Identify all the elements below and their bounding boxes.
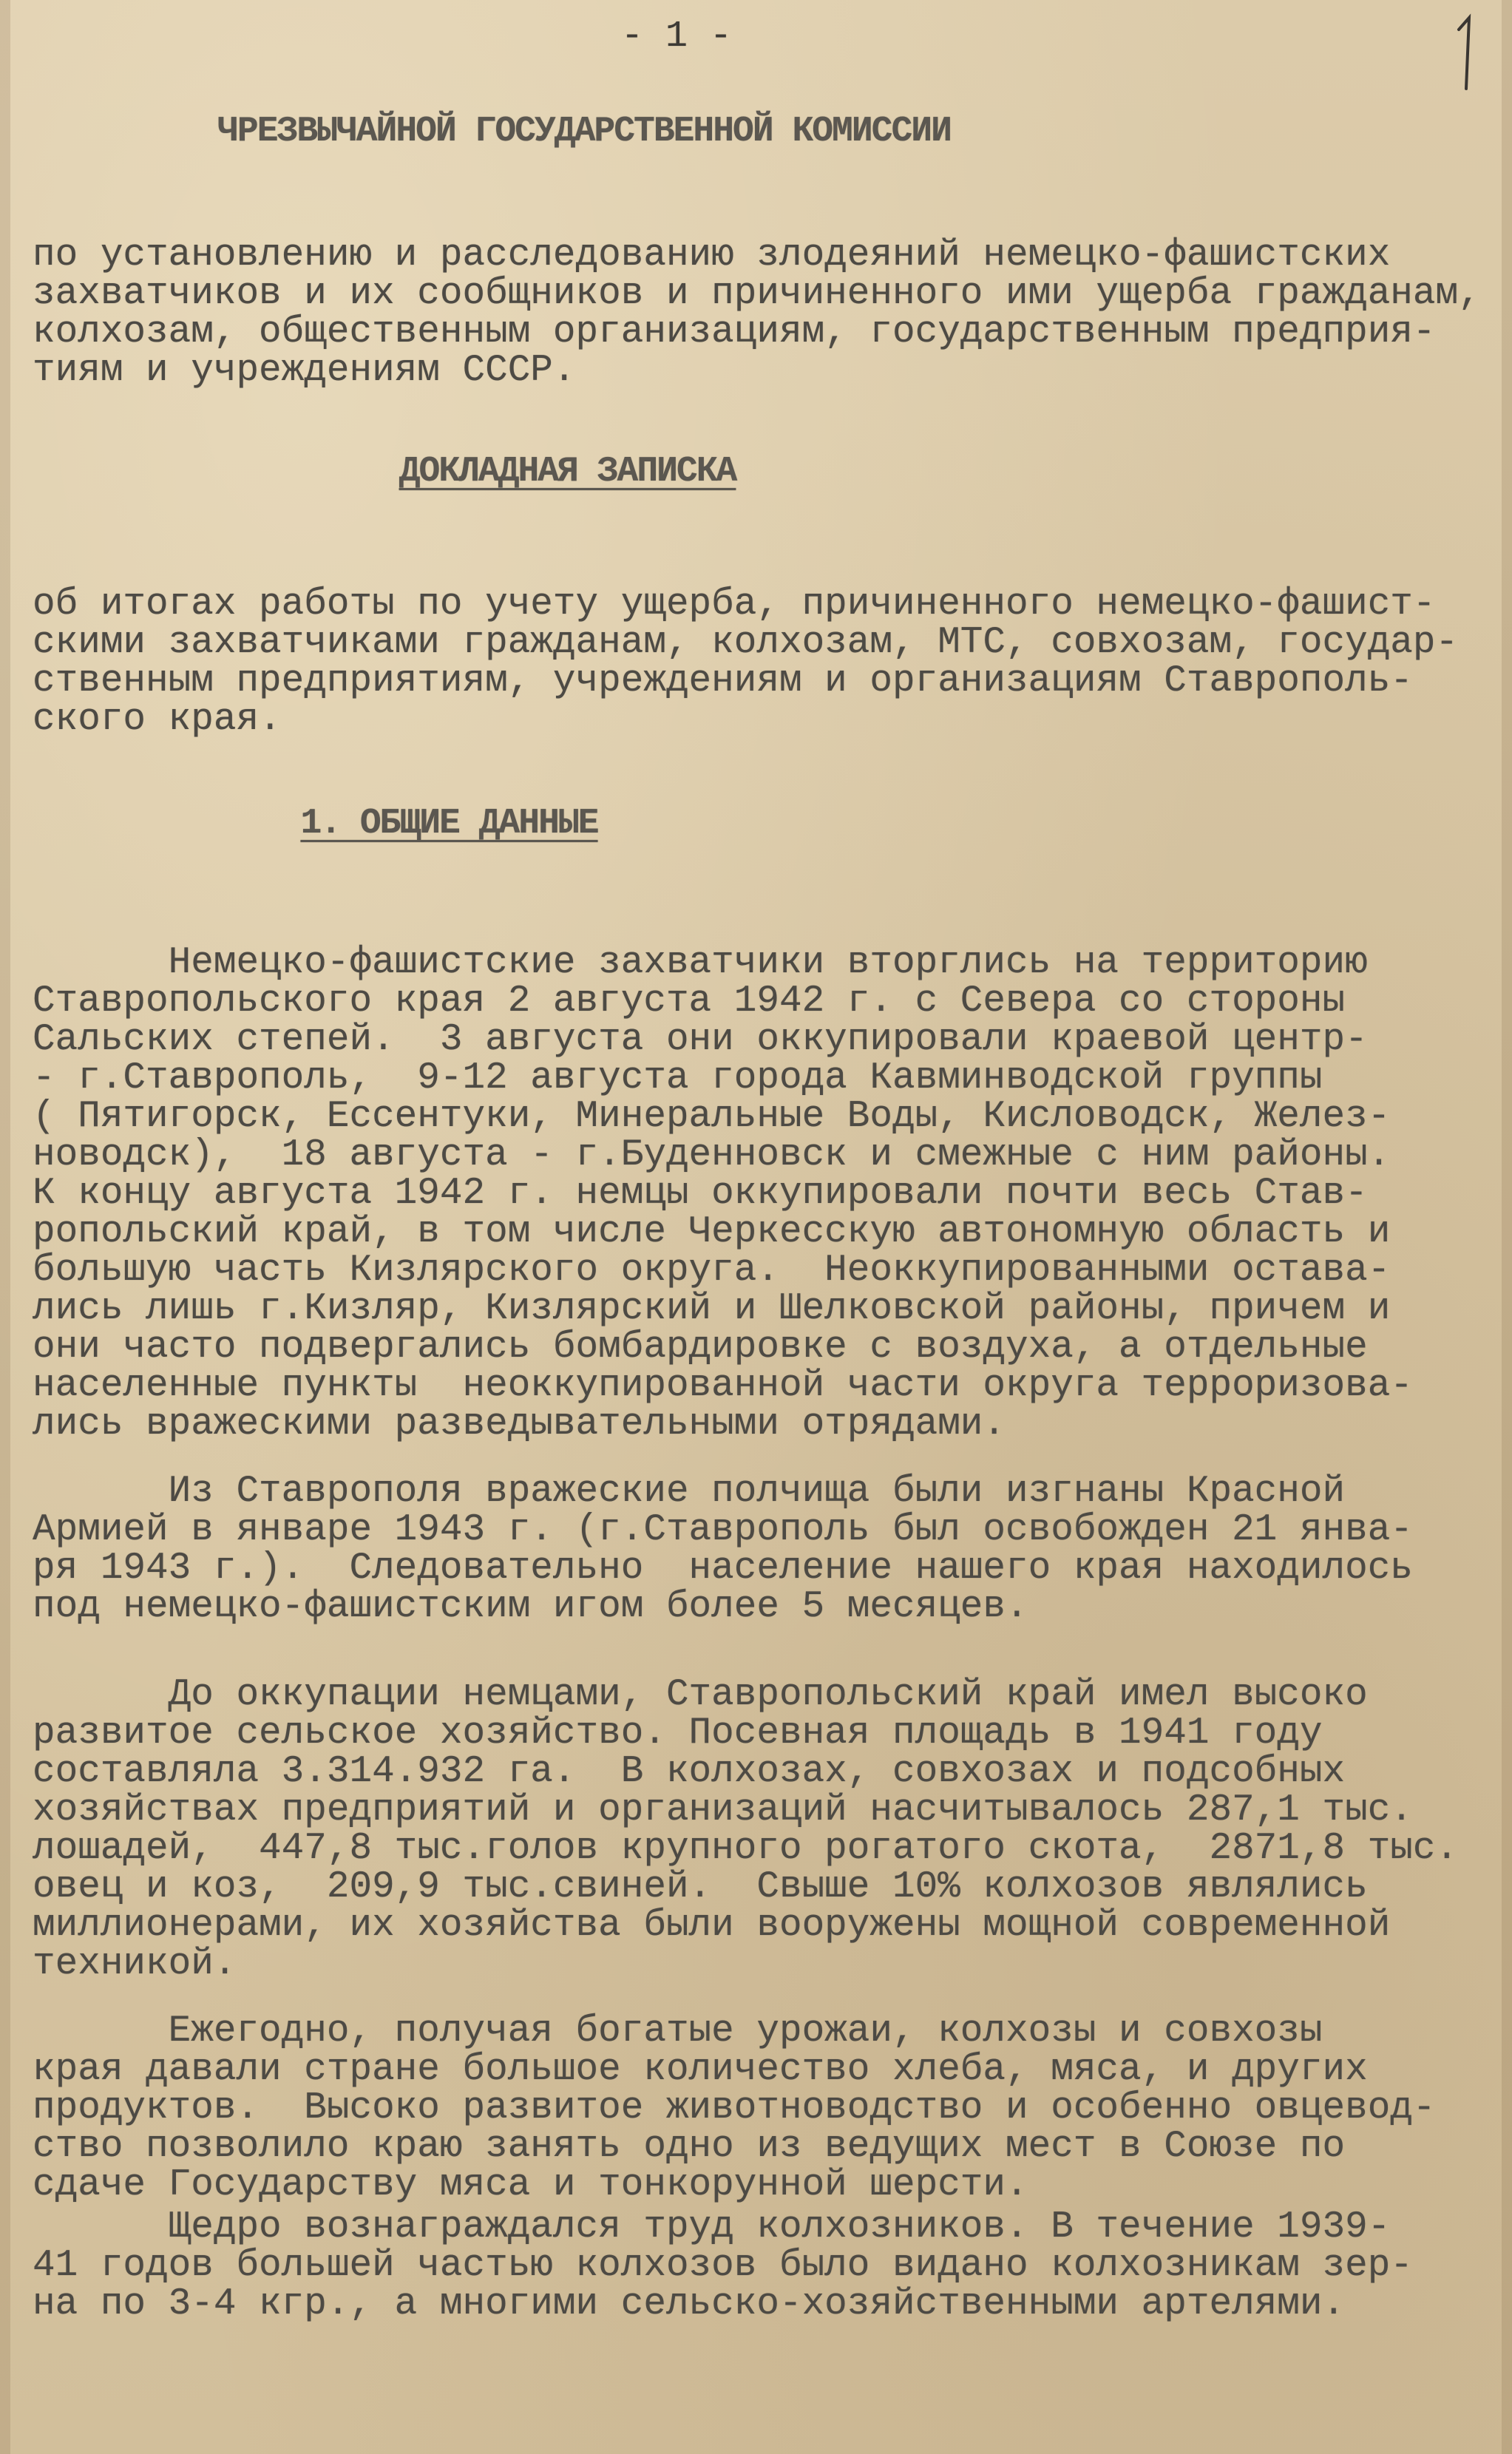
- paragraph-line: ропольский край, в том числе Черкесскую автономную область и: [33, 1211, 1391, 1253]
- paragraph-line: Ежегодно, получая богатые урожаи, колхозы и совхозы: [33, 2010, 1323, 2053]
- paragraph-line: техникой.: [33, 1943, 237, 1985]
- paragraph-line: хозяйствах предприятий и организаций насчитывалось 287,1 тыс.: [33, 1789, 1413, 1831]
- paragraph-line: развитое сельское хозяйство. Посевная площадь в 1941 году: [33, 1712, 1323, 1755]
- paragraph-line: новодск), 18 августа - г.Буденновск и смежные с ним районы.: [33, 1134, 1391, 1176]
- paragraph-line: ( Пятигорск, Ессентуки, Минеральные Воды, Кисловодск, Желез-: [33, 1096, 1391, 1138]
- paragraph-line: Ставропольского края 2 августа 1942 г. с Севера со стороны: [33, 980, 1346, 1023]
- paragraph-line: ство позволило краю занять одно из ведущих мест в Союзе по: [33, 2126, 1346, 2168]
- paragraph-line: Щедро вознаграждался труд колхозников. В течение 1939-: [33, 2206, 1391, 2248]
- paragraph-line: овец и коз, 209,9 тыс.свиней. Свыше 10% колхозов являлись: [33, 1866, 1368, 1908]
- paragraph-line: - г.Ставрополь, 9-12 августа города Кавминводской группы: [33, 1057, 1323, 1099]
- paragraph-line: составляла 3.314.932 га. В колхозах, совхозах и подсобных: [33, 1751, 1346, 1793]
- paragraph-line: Немецко-фашистские захватчики вторглись на территорию: [33, 942, 1368, 984]
- org-description-line: захватчиков и их сообщников и причиненного ими ущерба гражданам,: [33, 273, 1481, 315]
- doc-subject-line: скими захватчиками гражданам, колхозам, МТС, совхозам, государ-: [33, 622, 1459, 664]
- org-description-line: тиям и учреждениям СССР.: [33, 350, 576, 392]
- paragraph-line: лошадей, 447,8 тыс.голов крупного рогатого скота, 2871,8 тыс.: [33, 1828, 1459, 1870]
- paragraph-line: Армией в январе 1943 г. (г.Ставрополь был освобожден 21 янва-: [33, 1509, 1413, 1551]
- doc-title: ДОКЛАДНАЯ ЗАПИСКА: [399, 452, 736, 492]
- paragraph-line: под немецко-фашистским игом более 5 месяцев.: [33, 1586, 1028, 1628]
- paragraph-line: К концу августа 1942 г. немцы оккупировали почти весь Став-: [33, 1173, 1368, 1215]
- doc-subject-line: об итогах работы по учету ущерба, причиненного немецко-фашист-: [33, 583, 1436, 626]
- paragraph-line: миллионерами, их хозяйства были вооружены мощной современной: [33, 1905, 1391, 1947]
- doc-subject-line: ского края.: [33, 699, 282, 741]
- doc-subject-line: ственным предприятиям, учреждениям и организациям Ставрополь-: [33, 660, 1413, 702]
- pencil-page-mark: [1445, 7, 1482, 96]
- section-title: 1. ОБЩИЕ ДАННЫЕ: [300, 804, 598, 844]
- paragraph-line: лись вражескими разведывательными отрядами.: [33, 1403, 1006, 1445]
- org-title: ЧРЕЗВЫЧАЙНОЙ ГОСУДАРСТВЕННОЙ КОМИССИИ: [217, 112, 951, 152]
- page-edge-right: [1502, 0, 1512, 2454]
- page-number: - 1 -: [620, 16, 733, 58]
- paragraph-line: лись лишь г.Кизляр, Кизлярский и Шелковской районы, причем и: [33, 1288, 1391, 1330]
- paragraph-line: 41 годов большей частью колхозов было видано колхозникам зер-: [33, 2245, 1413, 2287]
- paragraph-line: на по 3-4 кгр., а многими сельско-хозяйственными артелями.: [33, 2283, 1346, 2325]
- paragraph-line: Из Ставрополя вражеские полчища были изгнаны Красной: [33, 1471, 1346, 1513]
- paragraph-line: Сальских степей. 3 августа они оккупировали краевой центр-: [33, 1019, 1368, 1061]
- paragraph-line: населенные пункты неоккупированной части округа терроризова-: [33, 1365, 1413, 1407]
- paragraph-line: сдаче Государству мяса и тонкорунной шерсти.: [33, 2164, 1028, 2206]
- page-edge-left: [0, 0, 10, 2454]
- org-description-line: по установлению и расследованию злодеяний немецко-фашистских: [33, 234, 1391, 277]
- paragraph-line: края давали стране большое количество хлеба, мяса, и других: [33, 2049, 1368, 2091]
- paragraph-line: большую часть Кизлярского округа. Неоккупированными остава-: [33, 1250, 1391, 1292]
- org-description-line: колхозам, общественным организациям, государственным предприя-: [33, 311, 1436, 353]
- corner-mark-text: 1: [1445, 7, 1446, 8]
- paragraph-line: продуктов. Высоко развитое животноводство и особенно овцевод-: [33, 2087, 1436, 2129]
- paragraph-line: ря 1943 г.). Следовательно население нашего края находилось: [33, 1548, 1413, 1590]
- paragraph-line: До оккупации немцами, Ставропольский край имел высоко: [33, 1674, 1368, 1716]
- paragraph-line: они часто подвергались бомбардировке с воздуха, а отдельные: [33, 1326, 1368, 1369]
